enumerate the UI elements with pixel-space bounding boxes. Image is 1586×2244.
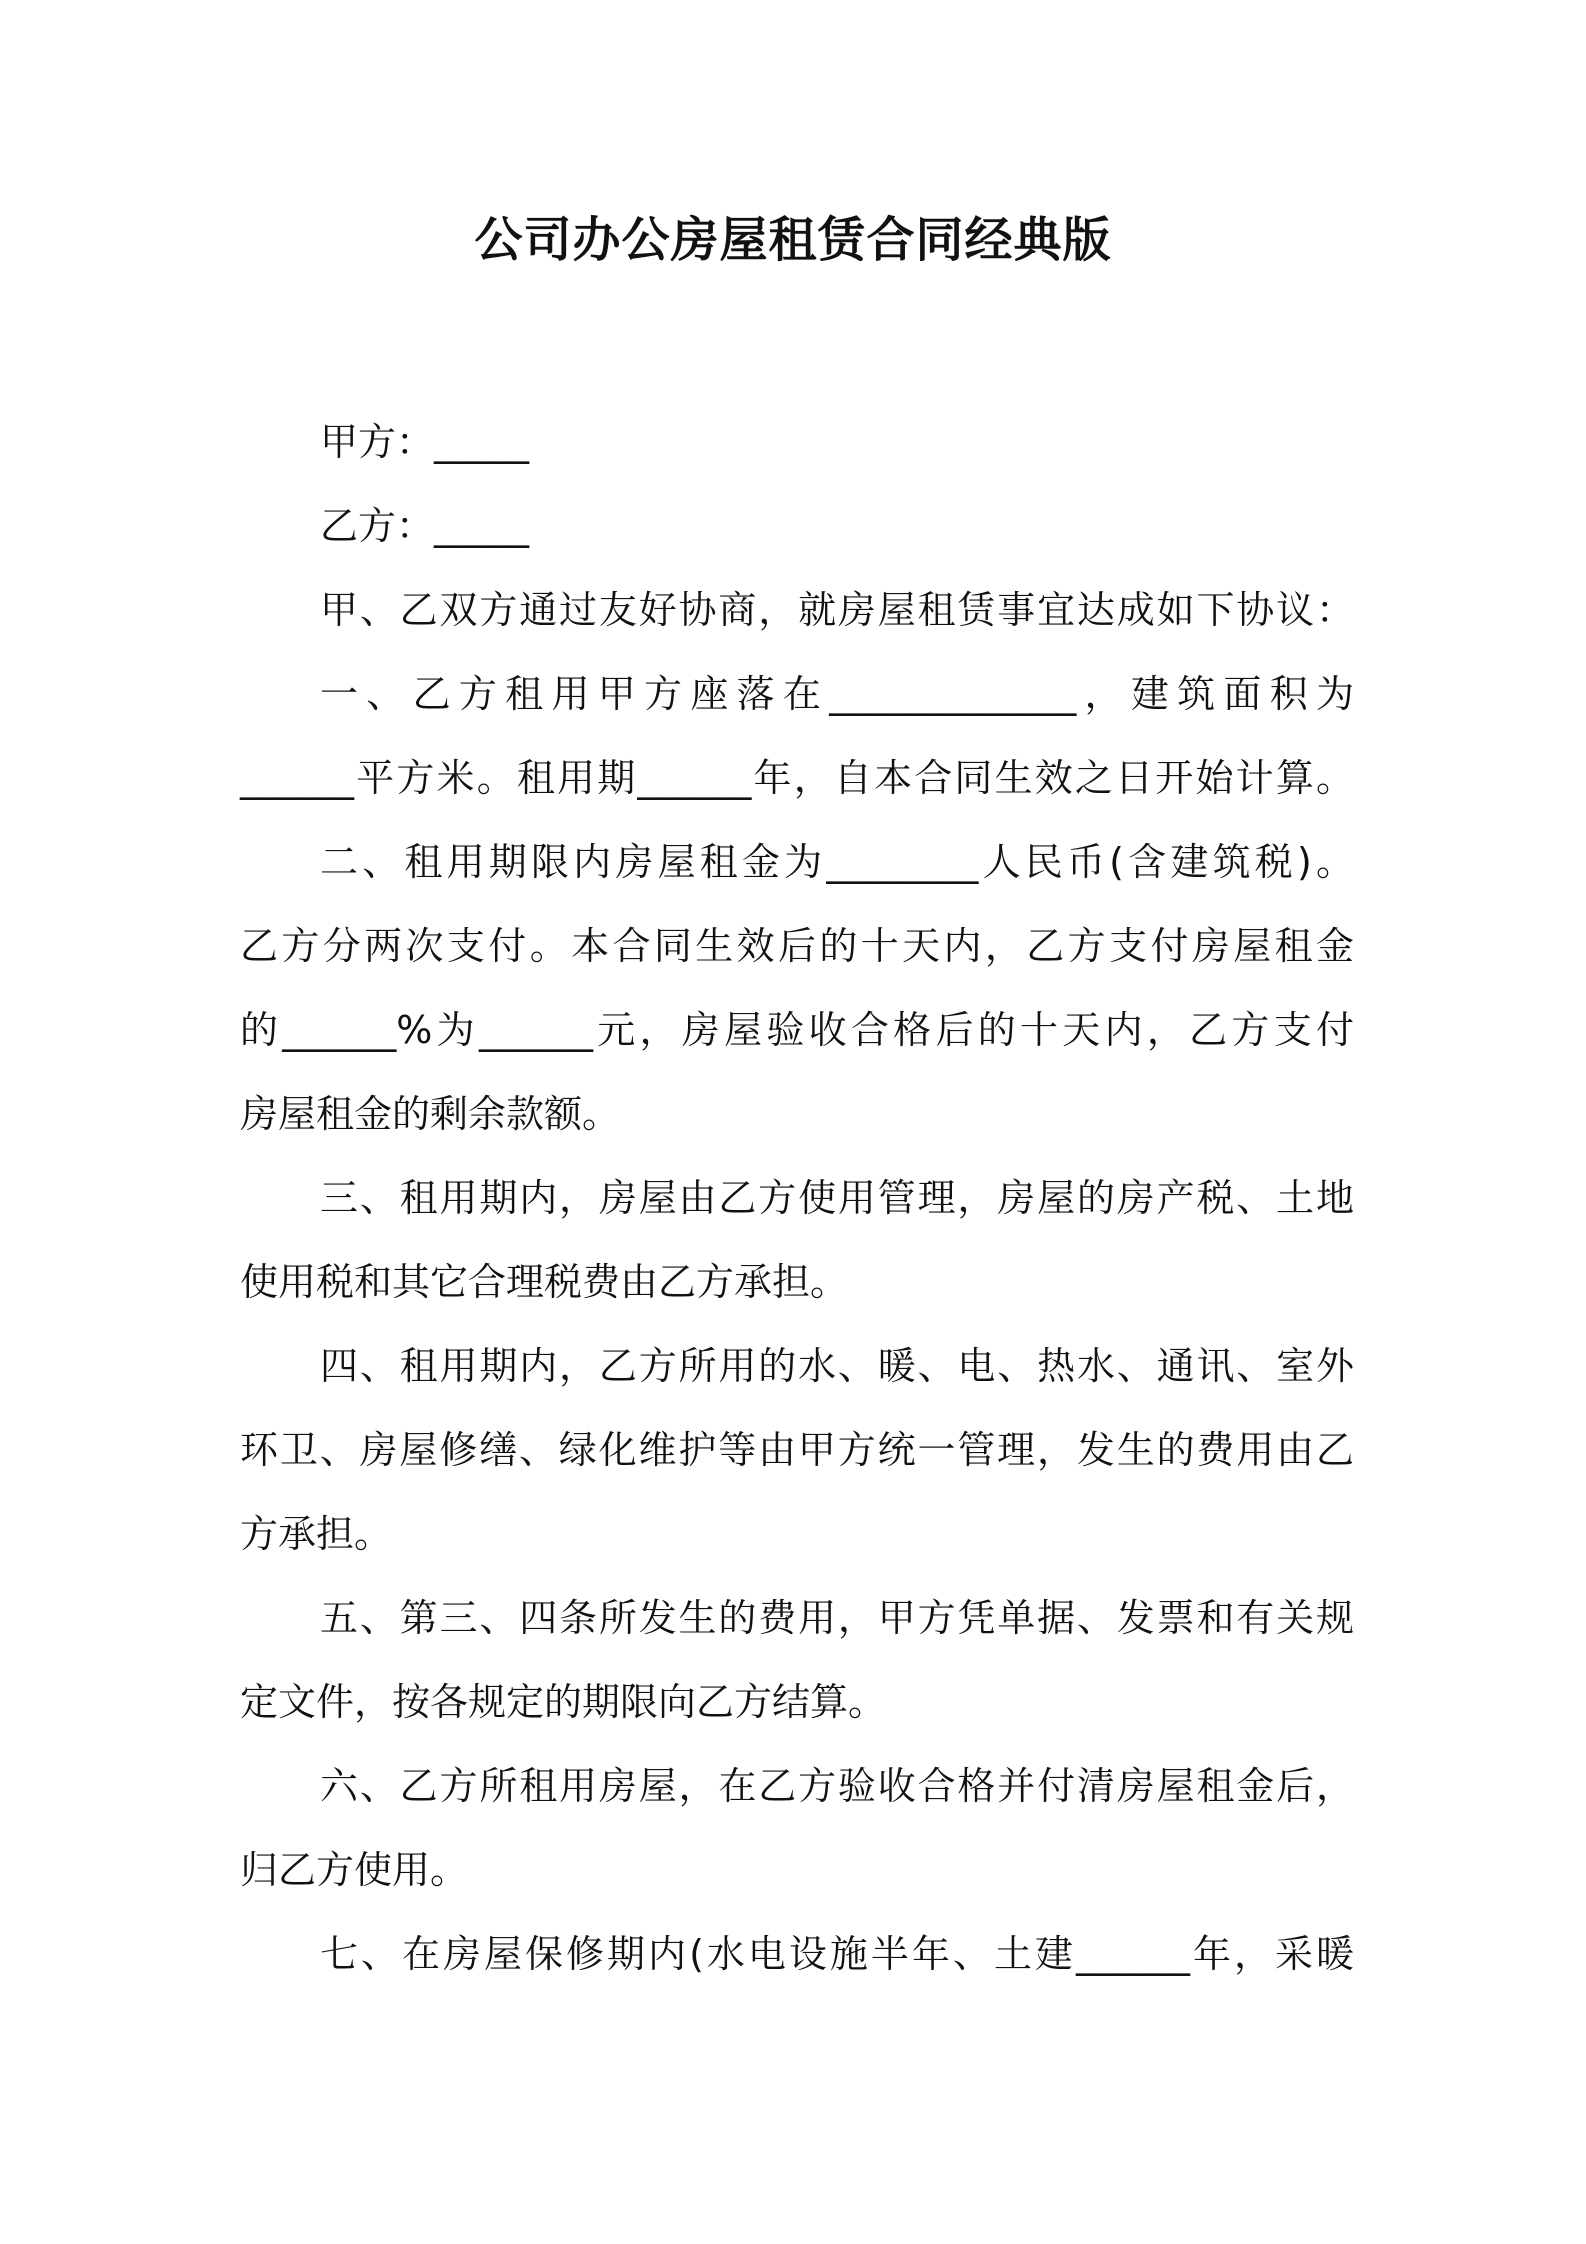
text-line: 使用税和其它合理税费由乙方承担。 bbox=[240, 1260, 849, 1304]
text-line: 七、在房屋保修期内(水电设施半年、土建______年，采暖 bbox=[320, 1932, 1354, 1976]
text-line: 六、乙方所租用房屋，在乙方验收合格并付清房屋租金后， bbox=[320, 1764, 1354, 1808]
text-line: 房屋租金的剩余款额。 bbox=[240, 1092, 621, 1136]
text-line: ______平方米。租用期______年，自本合同生效之日开始计算。 bbox=[240, 756, 1354, 800]
text-line: 归乙方使用。 bbox=[240, 1848, 469, 1892]
text-line: 三、租用期内，房屋由乙方使用管理，房屋的房产税、土地 bbox=[320, 1176, 1354, 1220]
document-body bbox=[240, 400, 1354, 1996]
text-line: 甲方：_____ bbox=[320, 420, 530, 464]
text-line: 一、乙方租用甲方座落在_____________，建筑面积为 bbox=[320, 672, 1354, 716]
text-line: 环卫、房屋修缮、绿化维护等由甲方统一管理，发生的费用由乙 bbox=[240, 1428, 1354, 1472]
text-line: 的______%为______元，房屋验收合格后的十天内，乙方支付 bbox=[240, 1008, 1354, 1052]
document-title: 公司办公房屋租赁合同经典版 bbox=[474, 212, 1112, 268]
text-line: 二、租用期限内房屋租金为________人民币(含建筑税)。 bbox=[320, 840, 1354, 884]
text-line: 甲、乙双方通过友好协商，就房屋租赁事宜达成如下协议： bbox=[320, 588, 1354, 632]
text-line: 方承担。 bbox=[240, 1512, 393, 1556]
text-line: 乙方分两次支付。本合同生效后的十天内，乙方支付房屋租金 bbox=[240, 924, 1354, 968]
text-line: 乙方：_____ bbox=[320, 504, 530, 548]
text-line: 五、第三、四条所发生的费用，甲方凭单据、发票和有关规 bbox=[320, 1596, 1354, 1640]
text-line: 四、租用期内，乙方所用的水、暖、电、热水、通讯、室外 bbox=[320, 1344, 1354, 1388]
text-line: 定文件，按各规定的期限向乙方结算。 bbox=[240, 1680, 887, 1724]
